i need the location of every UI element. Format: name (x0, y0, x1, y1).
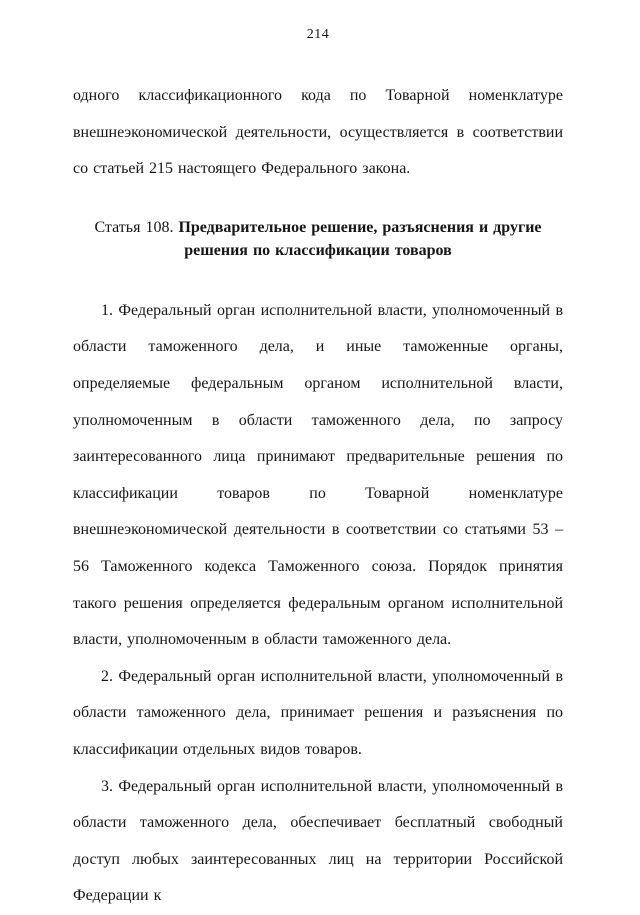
body-paragraph-1: 1. Федеральный орган исполнительной власти, уполномоченный в области таможенного дела, и иные таможенные органы, определяемые федеральным органом исполнительной власти, уполномоченным в области таможенного дела, по запросу заинтересованного лица принимают предварительные решения по классификации товаров по Товарной номенклатуре внешнеэкономической деятельности в соответствии со статьями 53 – 56 Таможенного кодекса Таможенного союза. Порядок принятия такого решения определяется федеральным органом исполнительной власти, уполномоченным в области таможенного дела. (73, 301, 563, 649)
body-paragraph-2: 2. Федеральный орган исполнительной власти, уполномоченный в области таможенного дела, принимает решения и разъяснения по классификации отдельных видов товаров. (73, 667, 563, 758)
document-body (73, 78, 563, 915)
article-heading (81, 216, 555, 262)
body-paragraph-continuation: одного классификационного кода по Товарной номенклатуре внешнеэкономической деятельности, осуществляется в соответствии со статьей 215 настоящего Федерального закона. (73, 87, 563, 178)
article-number-prefix: Статья 108. (94, 218, 174, 236)
article-title: Предварительное решение, разъяснения и другие решения по классификации товаров (178, 218, 542, 259)
page-number: 214 (306, 27, 330, 42)
body-paragraph-3: 3. Федеральный орган исполнительной власти, уполномоченный в области таможенного дела, обеспечивает бесплатный свободный доступ любых заинтересованных лиц на территории Российской Федерации к (73, 777, 563, 905)
